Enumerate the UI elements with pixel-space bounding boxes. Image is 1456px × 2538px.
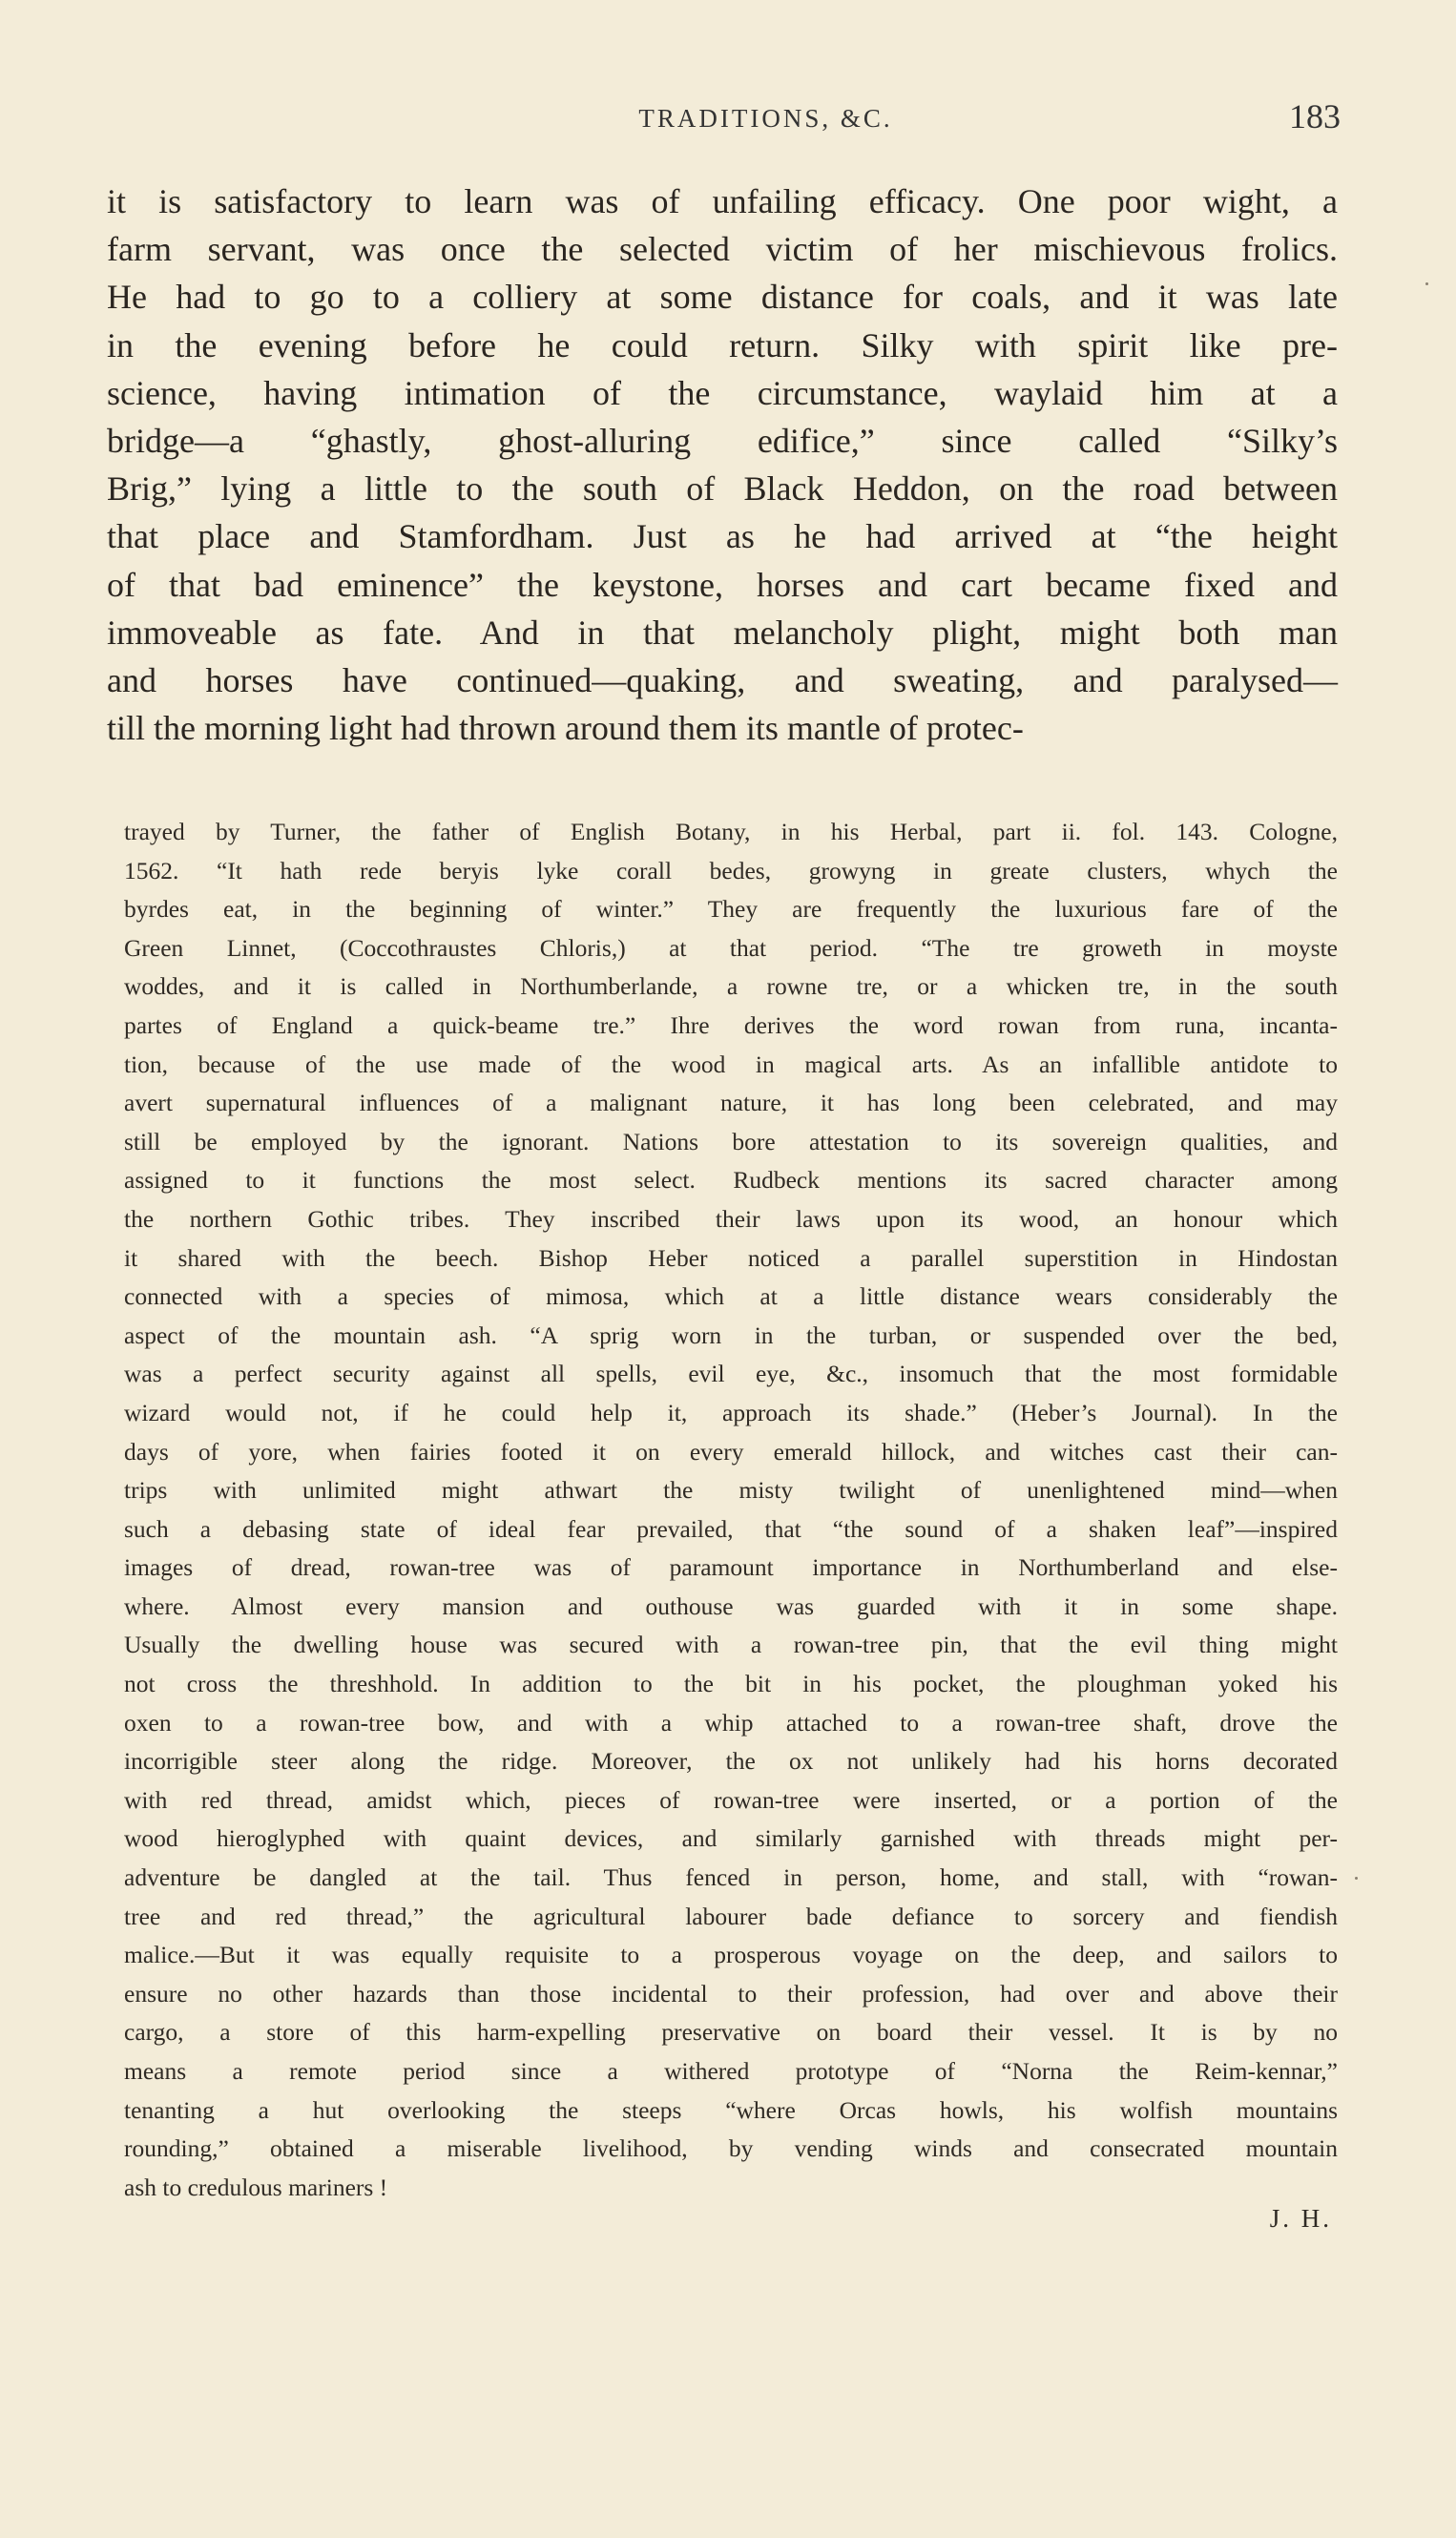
footnote-line: Green Linnet, (Coccothraustes Chloris,) at that period. “The tre groweth in moyste (124, 933, 1338, 962)
footnote-line: connected with a species of mimosa, which at a little distance wears considerably the (124, 1282, 1338, 1311)
main-text-line: He had to go to a colliery at some distance for coals, and it was late (107, 278, 1338, 317)
main-text-line: till the morning light had thrown around them its mantle of protec- (107, 709, 1024, 748)
footnote-line: tree and red thread,” the agricultural labourer bade defiance to sorcery and fiendish (124, 1902, 1338, 1930)
footnote-line: not cross the threshhold. In addition to the bit in his pocket, the ploughman yoked his (124, 1670, 1338, 1698)
running-head (191, 99, 1341, 137)
footnote-line: aspect of the mountain ash. “A sprig worn in the turban, or suspended over the bed, (124, 1321, 1338, 1349)
main-text-line: of that bad eminence” the keystone, horses and cart became fixed and (107, 565, 1338, 604)
footnote-line: it shared with the beech. Bishop Heber noticed a parallel superstition in Hindostan (124, 1243, 1338, 1272)
page-number: 183 (1289, 97, 1341, 135)
main-text-line: Brig,” lying a little to the south of Black Heddon, on the road between (107, 469, 1338, 509)
footnote-line: assigned to it functions the most select. Rudbeck mentions its sacred character among (124, 1166, 1338, 1195)
main-text-line: in the evening before he could return. Silky with spirit like pre- (107, 325, 1338, 364)
footnote-line: with red thread, amidst which, pieces of rowan-tree were inserted, or a portion of the (124, 1785, 1338, 1814)
footnote-line: partes of England a quick-beame tre.” Ihre derives the word rowan from runa, incanta- (124, 1010, 1338, 1039)
footnote-line: such a debasing state of ideal fear prevailed, that “the sound of a shaken leaf”—inspired (124, 1514, 1338, 1543)
footnote-line: Usually the dwelling house was secured with a rowan-tree pin, that the evil thing might (124, 1631, 1338, 1659)
footnote-line: means a remote period since a withered prototype of “Norna the Reim-kennar,” (124, 2057, 1338, 2085)
footnote-line: still be employed by the ignorant. Nations bore attestation to its sovereign qualities, and (124, 1127, 1338, 1155)
footnote-line: 1562. “It hath rede beryis lyke corall bedes, growyng in greate clusters, whych the (124, 856, 1338, 884)
main-text-line: that place and Stamfordham. Just as he had arrived at “the height (107, 517, 1338, 556)
footnote-line: malice.—But it was equally requisite to a prosperous voyage on the deep, and sailors to (124, 1941, 1338, 1969)
footnote-line: avert supernatural influences of a malignant nature, it has long been celebrated, and may (124, 1089, 1338, 1117)
footnote-line: wizard would not, if he could help it, approach its shade.” (Heber’s Journal). In the (124, 1398, 1338, 1426)
footnote-line: tion, because of the use made of the wood in magical arts. As an infallible antidote to (124, 1050, 1338, 1078)
margin-speck (1355, 1877, 1358, 1880)
main-text-line: immoveable as fate. And in that melancholy plight, might both man (107, 613, 1338, 652)
footnote-line: ensure no other hazards than those incidental to their profession, had over and above their (124, 1979, 1338, 2008)
footnote-line: tenanting a hut overlooking the steeps “where Orcas howls, his wolfish mountains (124, 2095, 1338, 2124)
footnote-line: where. Almost every mansion and outhouse was guarded with it in some shape. (124, 1591, 1338, 1620)
footnote-line: cargo, a store of this harm-expelling preservative on board their vessel. It is by no (124, 2018, 1338, 2047)
footnote-line: oxen to a rowan-tree bow, and with a whip attached to a rowan-tree shaft, drove the (124, 1708, 1338, 1737)
footnote-line: days of yore, when fairies footed it on every emerald hillock, and witches cast their can- (124, 1437, 1338, 1466)
margin-speck (1425, 282, 1428, 285)
signature-initials: J. H. (1269, 2204, 1332, 2233)
main-text-block (107, 177, 1338, 752)
footnote-line: byrdes eat, in the beginning of winter.” They are frequently the luxurious fare of the (124, 895, 1338, 924)
footnote-line: incorrigible steer along the ridge. Moreover, the ox not unlikely had his horns decorated (124, 1747, 1338, 1776)
main-text-line: bridge—a “ghastly, ghost-alluring edifice,” since called “Silky’s (107, 421, 1338, 460)
running-title: TRADITIONS, &C. (638, 104, 893, 133)
footnote-line: images of dread, rowan-tree was of paramount importance in Northumberland and else- (124, 1553, 1338, 1582)
footnote-block (124, 813, 1338, 2207)
main-text-line: it is satisfactory to learn was of unfailing efficacy. One poor wight, a (107, 182, 1338, 220)
footnote-line: trips with unlimited might athwart the misty twilight of unenlightened mind—when (124, 1476, 1338, 1505)
footnote-line: was a perfect security against all spells, evil eye, &c., insomuch that the most formidable (124, 1360, 1338, 1388)
footnote-line: adventure be dangled at the tail. Thus fenced in person, home, and stall, with “rowan- (124, 1863, 1338, 1892)
main-text-line: farm servant, was once the selected victim of her mischievous frolics. (107, 230, 1338, 269)
footnote-line: woddes, and it is called in Northumberlande, a rowne tre, or a whicken tre, in the south (124, 972, 1338, 1001)
main-text-line: and horses have continued—quaking, and sweating, and paralysed— (107, 660, 1338, 699)
footnote-line: wood hieroglyphed with quaint devices, and similarly garnished with threads might per- (124, 1824, 1338, 1853)
footnote-line: rounding,” obtained a miserable livelihood, by vending winds and consecrated mountain (124, 2134, 1338, 2163)
footnote-line: trayed by Turner, the father of English Botany, in his Herbal, part ii. fol. 143. Cologne, (124, 818, 1338, 845)
main-text-line: science, having intimation of the circumstance, waylaid him at a (107, 373, 1338, 412)
footnote-line: ash to credulous mariners ! (124, 2173, 388, 2201)
footnote-line: the northern Gothic tribes. They inscribed their laws upon its wood, an honour which (124, 1204, 1338, 1233)
